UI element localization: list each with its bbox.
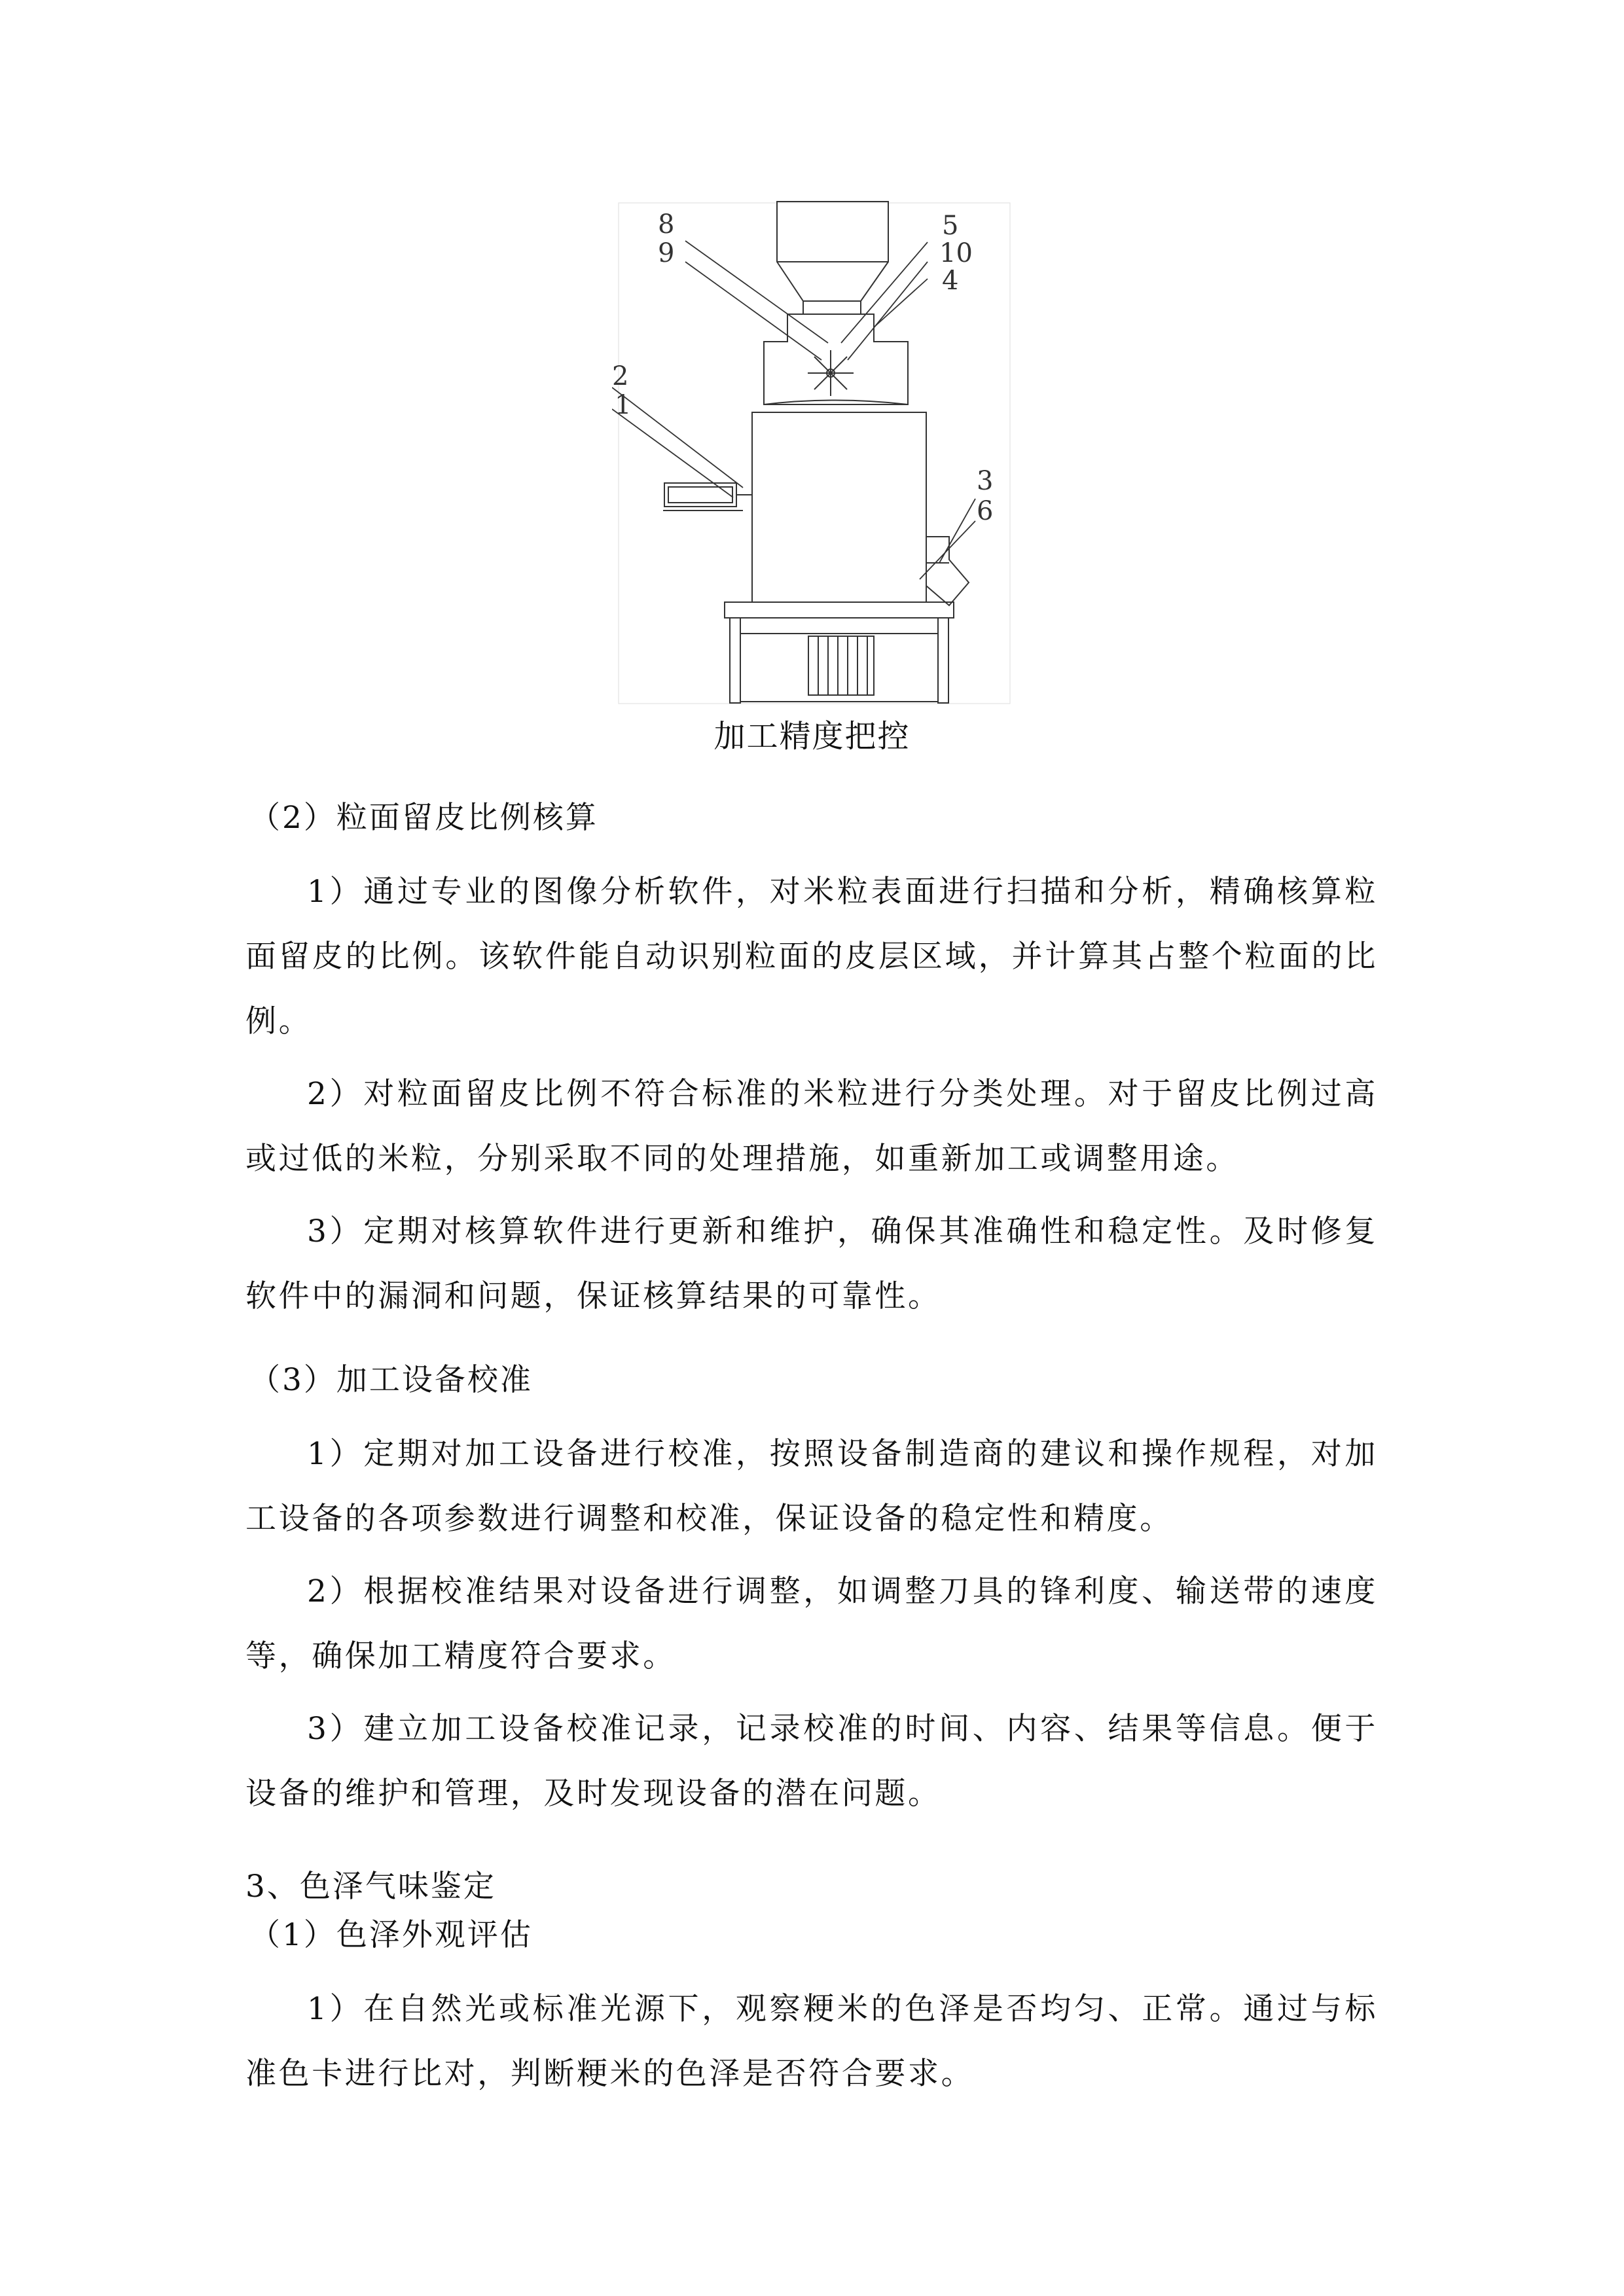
callout-8: 8 <box>658 209 675 240</box>
paragraph: 1）通过专业的图像分析软件，对米粒表面进行扫描和分析，精确核算粒面留皮的比例。该软件能自动识别粒面的皮层区域，并计算其占整个粒面的比例。 <box>245 874 1378 1039</box>
chapter-title: 3、色泽气味鉴定 <box>245 1869 496 1905</box>
section-heading: （2）粒面留皮比例核算 <box>249 800 598 836</box>
document-body <box>245 795 1378 2114</box>
paragraph: 3）建立加工设备校准记录，记录校准的时间、内容、结果等信息。便于设备的维护和管理，及时发现设备的潜在问题。 <box>245 1711 1378 1812</box>
paragraph: 1）定期对加工设备进行校准，按照设备制造商的建议和操作规程，对加工设备的各项参数进行调整和校准，保证设备的稳定性和精度。 <box>245 1436 1378 1537</box>
paragraph: 2）对粒面留皮比例不符合标准的米粒进行分类处理。对于留皮比例过高或过低的米粒，分别采取不同的处理措施，如重新加工或调整用途。 <box>245 1076 1378 1177</box>
paragraph: 3）定期对核算软件进行更新和维护，确保其准确性和稳定性。及时修复软件中的漏洞和问题，保证核算结果的可靠性。 <box>245 1213 1378 1314</box>
callout-5: 5 <box>942 211 959 241</box>
callout-2: 2 <box>612 361 629 391</box>
machine-diagram-svg <box>612 196 1018 713</box>
section-heading: （1）色泽外观评估 <box>249 1917 533 1953</box>
machine-diagram <box>612 196 1018 713</box>
paragraph: 1）在自然光或标准光源下，观察粳米的色泽是否均匀、正常。通过与标准色卡进行比对，判断粳米的色泽是否符合要求。 <box>245 1991 1378 2092</box>
callout-1: 1 <box>615 390 632 420</box>
callout-3: 3 <box>977 466 994 496</box>
impeller <box>808 350 854 396</box>
figure-caption: 加工精度把控 <box>713 718 911 755</box>
callout-6: 6 <box>977 496 994 526</box>
section-heading: （3）加工设备校准 <box>249 1362 533 1398</box>
callout-10: 10 <box>939 238 973 268</box>
paragraph: 2）根据校准结果对设备进行调整，如调整刀具的锋利度、输送带的速度等，确保加工精度符合要求。 <box>245 1573 1378 1674</box>
callout-4: 4 <box>942 266 959 296</box>
callout-9: 9 <box>658 238 675 268</box>
